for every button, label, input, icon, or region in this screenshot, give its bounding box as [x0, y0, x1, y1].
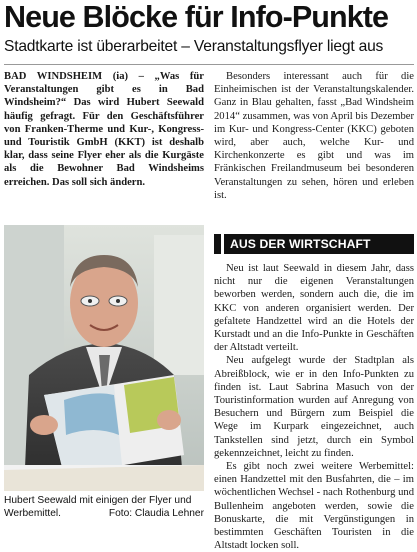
photo-illustration [4, 225, 204, 491]
right-column-top [214, 70, 414, 202]
header-divider [4, 64, 414, 65]
subheadline: Stadtkarte ist überarbeitet – Veranstaltungsflyer liegt aus [4, 38, 384, 55]
photo-caption [4, 494, 204, 520]
body-paragraph-2: Neu ist laut Seewald in diesem Jahr, dass nicht nur die eigenen Veranstaltungen beworben werden, sondern auch die, die im KKC von anderen organisiert werden. Der gefaltete Handzettel wird an die Hotels der Kurstadt und an die Info-Punkte in Geschäften der Altstadt verteilt. [214, 263, 414, 354]
headline: Neue Blöcke für Info-Punkte [4, 0, 389, 34]
lead-paragraph: BAD WINDSHEIM (ia) – „Was für Veranstaltungen gibt es in Bad Windsheim?“ Das wird Hubert Seewald häufig gefragt. Für den Geschäftsführer von Franken-Therme und Kur-, Kongress- und Touristik GmbH (KKT) ist deshalb klar, dass seine Flyer eher als die Kurgäste als die Bewohner Bad Windsheims erreichen. Das soll sich ändern. [4, 71, 204, 188]
right-column-bottom [214, 262, 414, 552]
photo-credit: Foto: Claudia Lehner [108, 508, 204, 519]
caption-text: Hubert Seewald mit einigen der Flyer und Werbemittel. [4, 495, 192, 519]
section-bar [214, 234, 414, 254]
article-photo [4, 225, 204, 491]
body-paragraph-3: Neu aufgelegt wurde der Stadtplan als Abreißblock, wie er in den Info-Punkten zu finden ist. Laut Sabrina Masuch von der Touristinformation wurden auf Anregung von Besuchern und Bürgern zum Beispiel die Wege im Kurpark eingezeichnet, auch Tankstellen sind jetzt, durch ein Symbol gekennzeichnet, leicht zu finden. [214, 355, 414, 459]
body-paragraph-4: Es gibt noch zwei weitere Werbemittel: einen Handzettel mit den Busfahrten, die – im wöchentlichen Wechsel - nach Rothenburg und Bullenheim angeboten werden, sowie die Bonuskarte, die mit Vergünstigungen in bestimmten Geschäften Touristen in die Altstadt locken soll. [214, 461, 414, 552]
left-column [4, 70, 204, 189]
section-bar-marker [214, 234, 221, 254]
body-paragraph-1: Besonders interessant auch für die Einheimischen ist der Veranstaltungskalender. Ganz in Blau gehalten, fasst „Bad Windsheim 2014“ zusammen, was von April bis Dezember im Kur- und Kongress-Center (KKC) geboten wird, aber auch, welche Kur- und Kirchenkonzerte es gibt und was im Fränkischen Freilandmuseum bei besonderen Veranstaltungen zu sehen, hören und erleben ist. [214, 71, 414, 201]
section-label: AUS DER WIRTSCHAFT [224, 234, 414, 254]
